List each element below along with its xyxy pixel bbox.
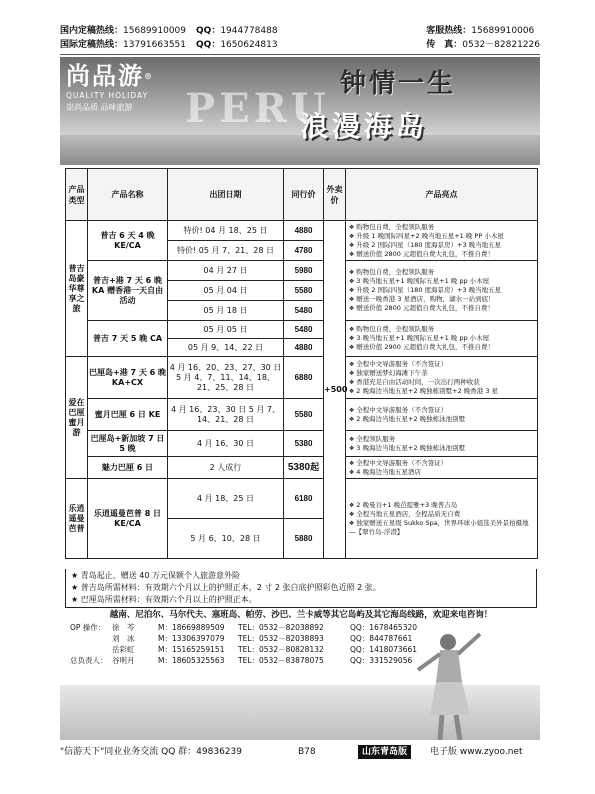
domestic-hotline-label: 国内定稿热线： xyxy=(60,26,124,36)
departure-date: 2 人成行 xyxy=(168,457,284,479)
departure-date: 特价! 05 月 7、21、28 日 xyxy=(168,241,284,261)
departure-date: 4 月 18、25 日 xyxy=(168,479,284,519)
peer-price: 5480 xyxy=(284,321,324,339)
peer-price: 5380 xyxy=(284,431,324,457)
highlights-p3 xyxy=(346,321,538,357)
product-name: 乐逍遥曼芭普 8 日 KE/CA xyxy=(88,479,168,559)
peer-price xyxy=(284,457,324,479)
highlight-item: ❖ 全程中文导游服务（不含签证） xyxy=(349,360,534,369)
note-item: ★ 普吉岛所需材料：有效期六个月以上的护照正本，2 寸 2 张白底护照彩色近照 2 张。 xyxy=(71,582,531,594)
brand-logo xyxy=(66,61,184,125)
domestic-hotline: 15689910009 xyxy=(123,26,187,36)
col-date: 出团日期 xyxy=(168,169,284,221)
highlight-item: ❖ 2 晚海边当地五星+2 晚独栋别墅+2 晚香港 3 星 xyxy=(349,387,534,396)
contact-role: OP 操作： xyxy=(70,623,106,632)
contact-mobile: M：13306397079 xyxy=(158,634,225,643)
service-hotline: 15689910006 xyxy=(471,26,535,36)
intl-hotline-label: 国际定稿热线： xyxy=(60,40,124,50)
highlight-item: ❖ 升级 1 晚国际四星+2 晚当地五星+1 晚 PP 小木屋 xyxy=(349,232,534,241)
other-routes: 越南、尼泊尔、马尔代夫、塞班岛、帕劳、沙巴、兰卡威等其它岛屿及其它海岛线路，欢迎来电咨询！ xyxy=(109,610,493,620)
contact-name: 徐 芩 xyxy=(112,623,135,632)
contact-qq: QQ：1418073661 xyxy=(350,645,418,654)
highlight-item: ❖ 3 晚当地五星+1 晚国际五星+1 晚 pp 小木屋 xyxy=(349,334,534,343)
highlight-item: ❖ 全程当地五星酒店，全程品质无自费 xyxy=(349,510,534,519)
contact-row xyxy=(70,622,470,633)
fax-number: 0532－82821226 xyxy=(462,40,540,50)
peer-price: 5580 xyxy=(284,281,324,301)
peer-price: 5980 xyxy=(284,261,324,281)
contact-name: 刘 冰 xyxy=(112,634,135,643)
contact-name: 岳彩虹 xyxy=(112,645,135,654)
highlight-item: ❖ 升级 2 国际四星（180 度海景房）+3 晚当地五星 xyxy=(349,286,534,295)
product-name: 普吉 6 天 4 晚 KE/CA xyxy=(88,221,168,261)
contact-tel: TEL：0532－83878075 xyxy=(238,656,324,665)
highlight-item: ❖ 独家赠送五星级 Sukko Spa，世界环球小姐选美外景拍摄地—【翠竹岛-浮潜】 xyxy=(349,519,534,537)
contact-row xyxy=(70,644,470,655)
contact-qq: QQ：844787661 xyxy=(350,634,413,643)
product-name: 普吉 7 天 5 晚 CA xyxy=(88,321,168,357)
departure-date: 05 月 04 日 xyxy=(168,281,284,301)
table-row xyxy=(66,457,538,479)
fax-label: 传 真： xyxy=(426,40,463,50)
peer-price: 5580 xyxy=(284,399,324,431)
sale-price: +500 xyxy=(324,221,346,559)
service-label: 客服热线： xyxy=(426,26,472,36)
table-row xyxy=(66,399,538,431)
contact-mobile: M：15165259151 xyxy=(158,645,225,654)
slogan-line-2: 浪漫海岛 xyxy=(300,110,429,143)
highlight-item: ❖ 4 晚海边当地五星酒店 xyxy=(349,468,534,477)
highlights-p1 xyxy=(346,221,538,261)
highlights-p7 xyxy=(346,457,538,479)
departure-date: 5 月 6、10、28 日 xyxy=(168,519,284,559)
logo-cn: 尚品游 xyxy=(66,61,144,90)
edition-badge: 山东青岛版 xyxy=(358,745,411,759)
intl-hotline: 13791663551 xyxy=(123,40,187,50)
notes xyxy=(65,569,537,608)
table-row xyxy=(66,431,538,457)
product-table xyxy=(65,168,538,559)
category-phuket: 普吉岛豪华尊享之旅 xyxy=(66,221,88,357)
category-thailand: 乐逍遥曼芭普 xyxy=(66,479,88,559)
banner-ghost-text: PERU xyxy=(185,85,330,132)
page-number: B78 xyxy=(298,747,316,757)
table-row xyxy=(66,221,538,241)
highlights-p5 xyxy=(346,399,538,431)
logo-reg: ® xyxy=(144,71,154,81)
product-name: 普吉+港 7 天 6 晚 KA 赠香港一天自由活动 xyxy=(88,261,168,321)
note-item: ★ 巴厘岛所需材料：有效期六个月以上的护照正本。 xyxy=(71,594,531,606)
footer-qq-group: "信游天下"同业业务交流 QQ 群：49836239 xyxy=(60,747,242,757)
highlights-p8 xyxy=(346,479,538,559)
slogan-line-1: 钟情一生 xyxy=(340,69,457,99)
domestic-qq-label: QQ： xyxy=(196,26,221,36)
contact-row xyxy=(70,633,470,644)
logo-tagline: 崇尚品质 品味旅游 xyxy=(66,103,133,112)
table-row xyxy=(66,321,538,339)
departure-date: 特价! 04 月 18、25 日 xyxy=(168,221,284,241)
table-row xyxy=(66,479,538,519)
table-row xyxy=(66,261,538,281)
footer-website: 电子版 www.zyoo.net xyxy=(430,747,523,757)
peer-price: 4880 xyxy=(284,339,324,357)
table-header-row xyxy=(66,169,538,221)
highlight-item: ❖ 赠送价值 2800 元超值自费大礼包，不推自费！ xyxy=(349,250,534,259)
peer-price: 5480 xyxy=(284,301,324,321)
intl-qq-label: QQ： xyxy=(196,40,221,50)
hotline-right xyxy=(426,24,540,52)
contact-qq: QQ：331529056 xyxy=(350,656,413,665)
highlight-item: ❖ 独家赠送梦幻海滩下午茶 xyxy=(349,369,534,378)
contact-tel: TEL：0532－82038892 xyxy=(238,623,324,632)
highlight-item: ❖ 购物包自费，全程领队服务 xyxy=(349,325,534,334)
peer-price: 6180 xyxy=(284,479,324,519)
product-name: 巴厘岛+港 7 天 6 晚 KA+CX xyxy=(88,357,168,399)
logo-en: QUALITY HOLIDAY xyxy=(66,91,149,100)
departure-date: 05 月 18 日 xyxy=(168,301,284,321)
highlight-item: ❖ 3 晚海边当地五星+2 晚独栋泳池别墅 xyxy=(349,444,534,453)
banner xyxy=(60,57,540,165)
contact-qq: QQ：1678465320 xyxy=(350,623,418,632)
peer-price: 6880 xyxy=(284,357,324,399)
intl-qq: 1650624813 xyxy=(220,40,278,50)
hotline-header xyxy=(60,24,540,54)
table-row xyxy=(66,357,538,399)
highlight-item: ❖ 2 晚曼谷+1 晚芭提雅+3 晚普吉岛 xyxy=(349,501,534,510)
highlight-item: ❖ 全程领队服务 xyxy=(349,435,534,444)
highlight-item: ❖ 购物包自费，全程领队服务 xyxy=(349,268,534,277)
departure-date: 05 月 9、14、22 日 xyxy=(168,339,284,357)
col-type: 产品类型 xyxy=(66,169,88,221)
category-bali: 爱在巴厘蜜月游 xyxy=(66,357,88,479)
peer-price: 5880 xyxy=(284,519,324,559)
contact-mobile: M：18605325563 xyxy=(158,656,225,665)
price-suffix: 起 xyxy=(310,462,320,472)
contact-tel: TEL：0532－80828132 xyxy=(238,645,324,654)
departure-date: 4 月 16、23、30 日 5 月 7、14、21、28 日 xyxy=(168,399,284,431)
contact-mobile: M：18669889509 xyxy=(158,623,225,632)
page-footer xyxy=(60,744,540,760)
contact-name: 谷明月 xyxy=(112,656,135,665)
product-name: 蜜月巴厘 6 日 KE xyxy=(88,399,168,431)
domestic-qq: 1944778488 xyxy=(220,26,278,36)
highlight-item: ❖ 全程中文导游服务（不含签证） xyxy=(349,406,534,415)
highlight-item: ❖ 全程中文导游服务（不含签证） xyxy=(349,459,534,468)
departure-date: 05 月 05 日 xyxy=(168,321,284,339)
peer-price: 4880 xyxy=(284,221,324,241)
col-sale-price: 外卖价 xyxy=(324,169,346,221)
contact-tel: TEL：0532－82038893 xyxy=(238,634,324,643)
highlight-item: ❖ 购物包自费，全程领队服务 xyxy=(349,223,534,232)
highlight-item: ❖ 赠送价值 2900 元超值自费大礼包，不推自费！ xyxy=(349,343,534,352)
note-item: ★ 青岛起止，赠送 40 万元保额个人旅游意外险 xyxy=(71,570,531,582)
highlights-p2 xyxy=(346,261,538,321)
col-highlights: 产品亮点 xyxy=(346,169,538,221)
contact-role: 总负责人： xyxy=(70,656,108,665)
contact-list xyxy=(70,622,470,666)
product-name: 魅力巴厘 6 日 xyxy=(88,457,168,479)
highlights-p4 xyxy=(346,357,538,399)
col-name: 产品名称 xyxy=(88,169,168,221)
header-divider xyxy=(60,54,540,55)
highlight-item: ❖ 升级 2 国际四星（180 度海景房）+3 晚当地五星 xyxy=(349,241,534,250)
hotline-left xyxy=(60,24,278,52)
price-value: 5380 xyxy=(287,462,311,473)
departure-date: 4 月 16、20、23、27、30 日 5 月 4、7、11、14、18、21、25、28 日 xyxy=(168,357,284,399)
departure-date: 04 月 27 日 xyxy=(168,261,284,281)
departure-date: 4 月 16、30 日 xyxy=(168,431,284,457)
highlight-item: ❖ 赠送价值 2800 元超值自费大礼包，不推自费！ xyxy=(349,304,534,313)
highlights-p6 xyxy=(346,431,538,457)
highlight-item: ❖ 赠送一晚香港 3 星酒店，购物，湖水一站到底！ xyxy=(349,295,534,304)
contact-row xyxy=(70,655,470,666)
product-name: 巴厘岛+新加坡 7 日 5 晚 xyxy=(88,431,168,457)
col-peer-price: 同行价 xyxy=(284,169,324,221)
peer-price: 4780 xyxy=(284,241,324,261)
highlight-item: ❖ 3 晚当地五星+1 晚国际五星+1 晚 pp 小木屋 xyxy=(349,277,534,286)
highlight-item: ❖ 香港充足自由活动时间，一次出行两种收获 xyxy=(349,378,534,387)
highlight-item: ❖ 2 晚海边当地五星+2 晚独栋泳池别墅 xyxy=(349,415,534,424)
